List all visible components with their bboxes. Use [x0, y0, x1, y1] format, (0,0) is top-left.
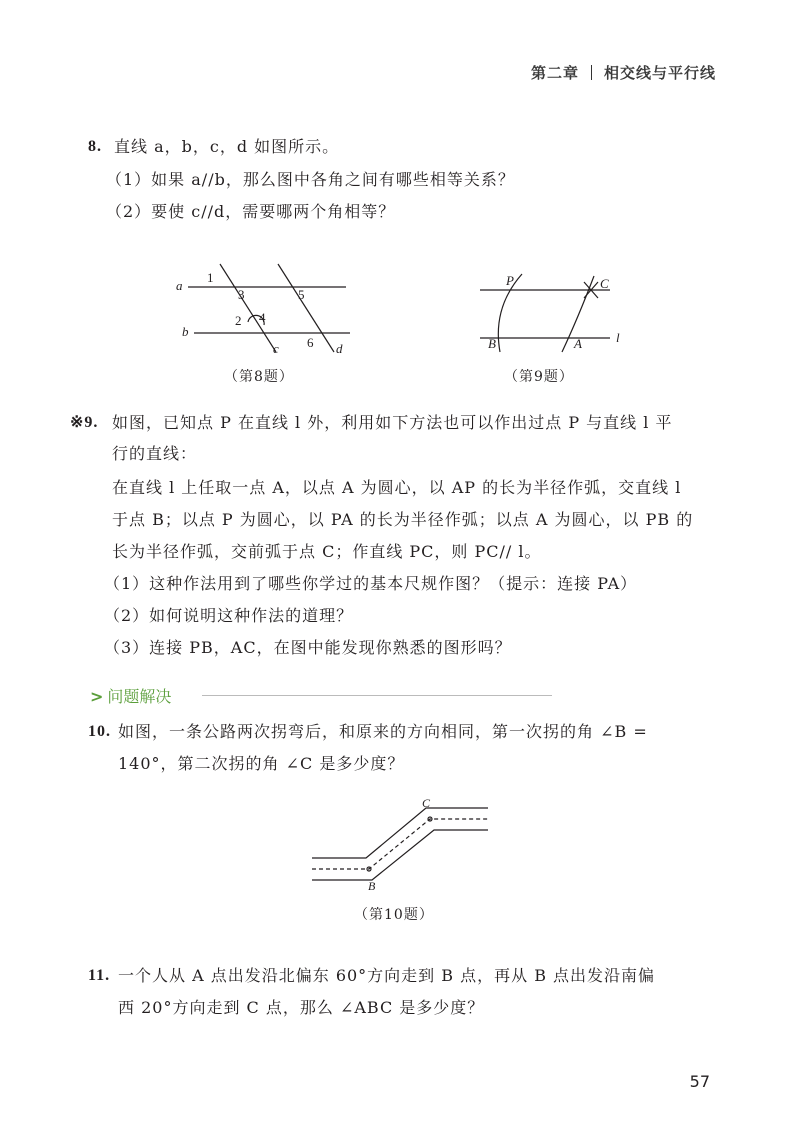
road-lower-edge [312, 830, 488, 880]
figure-8-caption: （第8题） [224, 369, 294, 385]
line-d [278, 264, 334, 352]
q9-line3: 在直线 l 上任取一点 A，以点 A 为圆心，以 AP 的长为半径作弧，交直线 l [112, 478, 682, 497]
figure-10-caption: （第10题） [354, 907, 434, 923]
figure-8-diagram [170, 262, 370, 362]
angle-6: 6 [307, 335, 314, 350]
q9-sub1: （1）这种作法用到了哪些你学过的基本尺规作图？（提示：连接 PA） [104, 574, 638, 593]
figure-9-caption: （第9题） [504, 369, 574, 385]
label-d: d [336, 341, 343, 356]
q11-number: 11. [88, 967, 111, 984]
q9-number: ※9. [70, 414, 99, 431]
q9-line4: 于点 B；以点 P 为圆心，以 PA 的长为半径作弧；以点 A 为圆心，以 PB 的 [112, 510, 694, 529]
q10-number: 10. [88, 723, 111, 740]
label-p: P [506, 273, 514, 288]
angle-3: 3 [238, 287, 245, 302]
label-c: C [422, 796, 431, 810]
q8-stem: 直线 a，b，c，d 如图所示。 [114, 137, 340, 156]
angle-1: 1 [207, 270, 214, 285]
angle-5: 5 [298, 287, 305, 302]
figure-9-diagram [470, 268, 630, 358]
chevron-right-icon: > [90, 687, 104, 706]
q10-line1: 如图，一条公路两次拐弯后，和原来的方向相同，第一次拐的角 ∠B = [118, 722, 648, 741]
road-centerline [312, 819, 488, 869]
label-a: A [574, 336, 582, 351]
label-b: B [488, 336, 496, 351]
q9-line1: 如图，已知点 P 在直线 l 外，利用如下方法也可以作出过点 P 与直线 l 平 [112, 413, 673, 432]
section-title: 问题解决 [107, 687, 172, 706]
section-divider [202, 695, 552, 696]
header-divider [591, 65, 592, 80]
label-b: b [182, 324, 189, 339]
q10-line2: 140°，第二次拐的角 ∠C 是多少度？ [118, 754, 405, 773]
q9-line5: 长为半径作弧，交前弧于点 C；作直线 PC，则 PC// l。 [112, 542, 542, 561]
label-c: c [273, 341, 279, 356]
label-b: B [368, 879, 376, 893]
page-number: 57 [689, 1072, 710, 1091]
label-l: l [616, 330, 620, 345]
q8-sub2: （2）要使 c//d，需要哪两个角相等？ [106, 202, 396, 221]
q11-line2: 西 20°方向走到 C 点，那么 ∠ABC 是多少度？ [118, 998, 485, 1017]
q9-line2: 行的直线： [112, 444, 198, 463]
q8-sub1: （1）如果 a//b，那么图中各角之间有哪些相等关系？ [106, 170, 515, 189]
running-header [531, 62, 716, 83]
q9-sub3: （3）连接 PB，AC，在图中能发现你熟悉的图形吗？ [104, 638, 512, 657]
label-c: C [600, 276, 609, 291]
chapter-label: 第二章 [530, 64, 579, 82]
figure-10-diagram [308, 796, 498, 898]
angle-4: 4 [259, 310, 266, 325]
q11-line1: 一个人从 A 点出发沿北偏东 60°方向走到 B 点，再从 B 点出发沿南偏 [118, 966, 656, 985]
road-upper-edge [312, 808, 488, 858]
chapter-title: 相交线与平行线 [603, 64, 716, 82]
line-c [220, 264, 276, 352]
q9-sub2: （2）如何说明这种作法的道理？ [104, 606, 354, 625]
label-a: a [176, 278, 183, 293]
angle-2: 2 [235, 313, 242, 328]
q8-number: 8. [88, 138, 102, 155]
section-heading [90, 684, 171, 707]
